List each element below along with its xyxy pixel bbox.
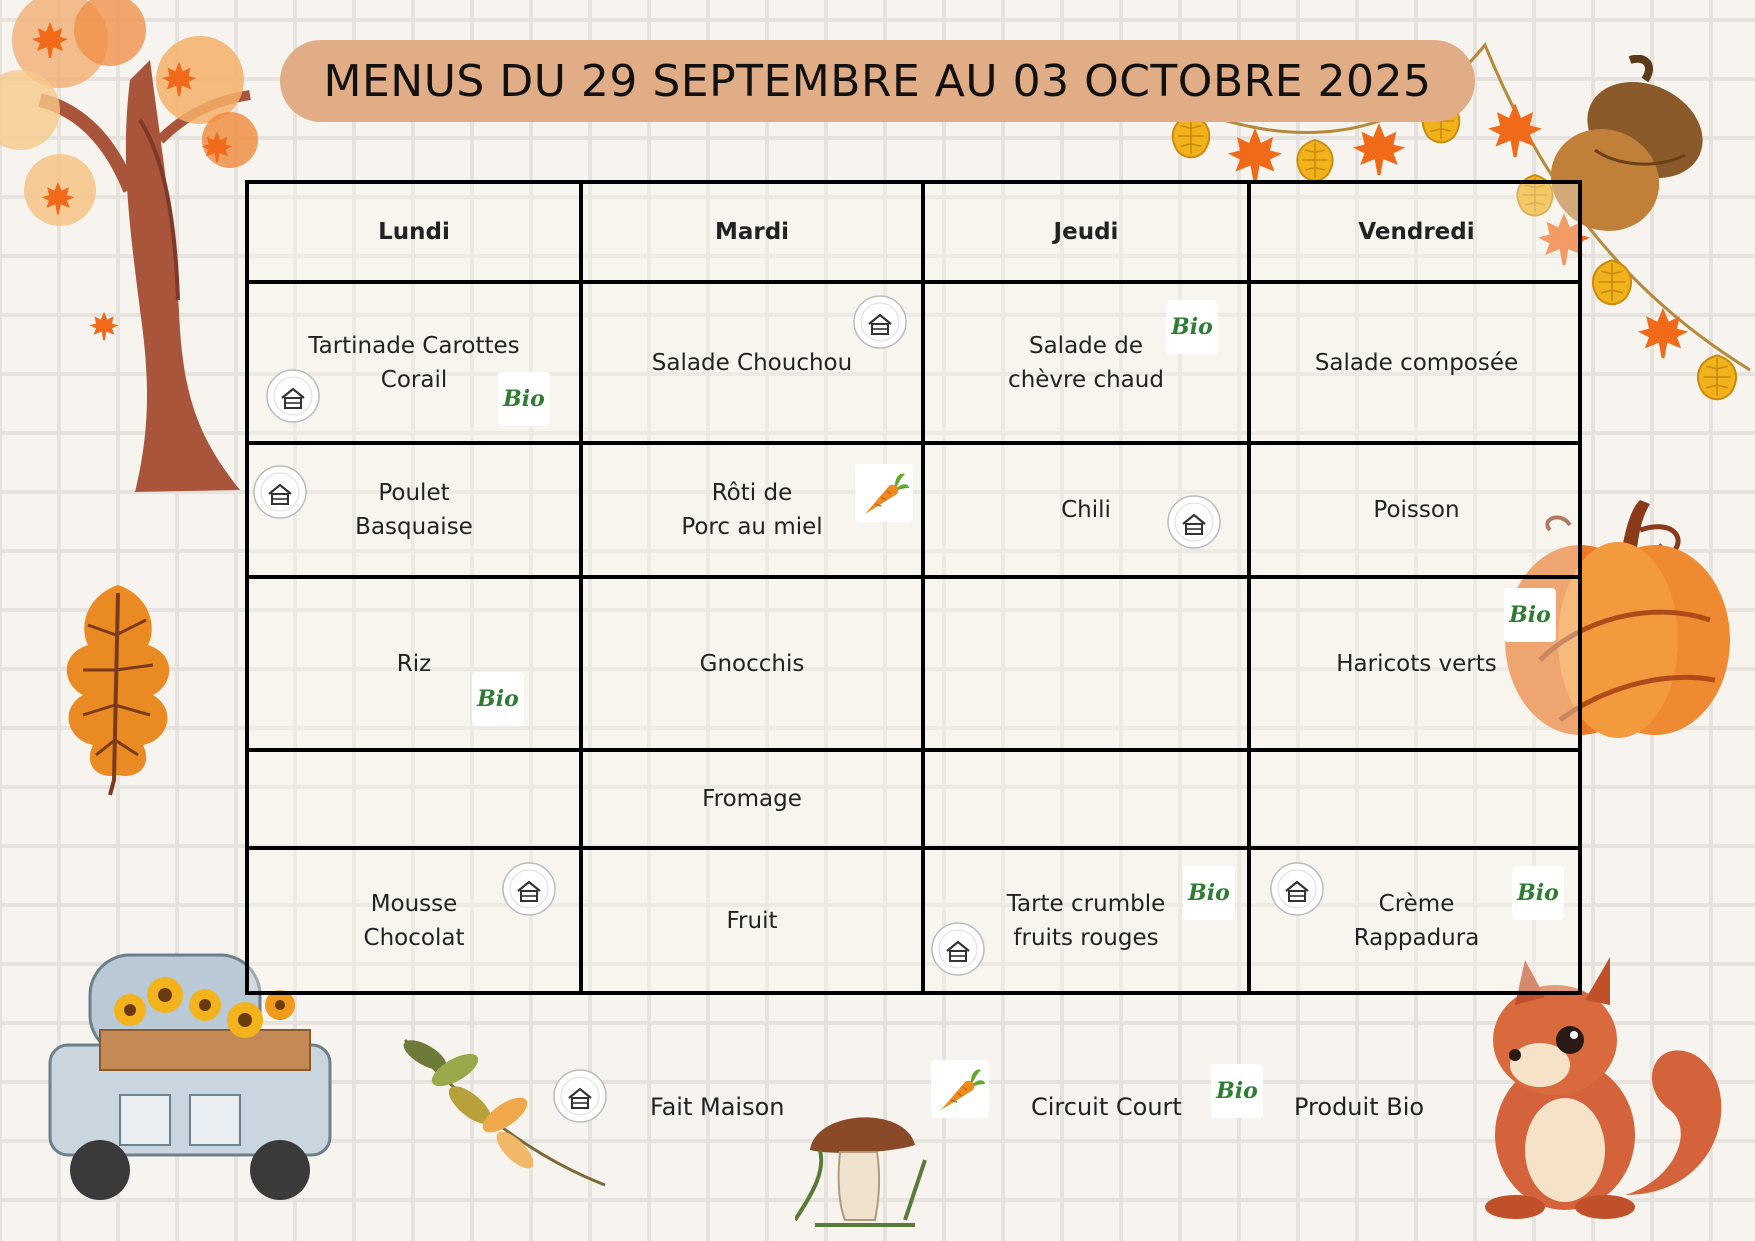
fait-maison-icon <box>1166 494 1222 550</box>
legend-produit-bio-label: Produit Bio <box>1294 1093 1425 1121</box>
fait-maison-icon <box>265 368 321 424</box>
menu-cell-jeudi-dessert: Tarte crumble fruits rouges <box>1006 890 1166 951</box>
menu-cell-mardi-accompagnement: Gnocchis <box>699 650 805 677</box>
page-title: MENUS DU 29 SEPTEMBRE AU 03 OCTOBRE 2025 <box>323 55 1432 107</box>
fait-maison-icon <box>1269 861 1325 917</box>
legend-bio-icon: Bio <box>1211 1064 1263 1118</box>
menu-cell-mardi-entree: Salade Chouchou <box>651 349 853 376</box>
bio-icon: Bio <box>498 372 550 426</box>
bio-icon: Bio <box>1512 866 1564 920</box>
menu-cell-lundi-plat: Poulet Basquaise <box>355 480 473 540</box>
menu-cell-jeudi-entree: Salade de chèvre chaud <box>1008 332 1164 393</box>
day-header-lundi: Lundi <box>378 219 450 245</box>
menu-cell-jeudi-laitage <box>925 752 1247 846</box>
day-header-jeudi: Jeudi <box>1053 219 1119 245</box>
mushroom-illustration <box>795 1090 930 1230</box>
bio-icon: Bio <box>1166 300 1218 354</box>
title-banner <box>280 40 1475 122</box>
menu-cell-vendredi-accompagnement: Haricots verts <box>1336 650 1497 677</box>
fait-maison-icon <box>501 861 557 917</box>
menu-cell-jeudi-plat: Chili <box>1061 497 1111 523</box>
menu-table <box>245 180 1582 995</box>
legend-fait-maison-icon <box>552 1068 608 1124</box>
menu-cell-jeudi-accompagnement <box>925 579 1247 748</box>
menu-cell-lundi-dessert: Mousse Chocolat <box>363 890 465 951</box>
bio-icon: Bio <box>472 672 524 726</box>
menu-cell-mardi-dessert: Fruit <box>726 907 778 934</box>
menu-cell-mardi-plat: Rôti de Porc au miel <box>681 480 823 540</box>
legend-fait-maison-label: Fait Maison <box>650 1093 785 1121</box>
autumn-tree-illustration <box>0 0 270 500</box>
fait-maison-icon <box>852 294 908 350</box>
menu-cell-vendredi-dessert: Crème Rappadura <box>1353 890 1480 951</box>
bio-icon: Bio <box>1504 588 1556 642</box>
bio-icon: Bio <box>1183 866 1235 920</box>
day-header-vendredi: Vendredi <box>1358 219 1475 245</box>
menu-cell-lundi-entree: Tartinade Carottes Corail <box>308 332 520 393</box>
menu-cell-vendredi-entree: Salade composée <box>1314 349 1519 376</box>
day-header-mardi: Mardi <box>714 219 790 245</box>
legend-circuit-court-label: Circuit Court <box>1031 1093 1182 1121</box>
fait-maison-icon <box>930 921 986 977</box>
menu-cell-vendredi-plat: Poisson <box>1373 497 1460 523</box>
menu-cell-lundi-laitage <box>249 752 579 846</box>
legend-carrot-icon <box>931 1060 989 1118</box>
fait-maison-icon <box>252 464 308 520</box>
menu-cell-mardi-laitage: Fromage <box>702 786 802 812</box>
menu-cell-vendredi-laitage <box>1251 752 1582 846</box>
oak-leaf-illustration <box>58 575 188 800</box>
carrot-icon <box>855 464 913 522</box>
menu-cell-lundi-accompagnement: Riz <box>396 650 432 677</box>
